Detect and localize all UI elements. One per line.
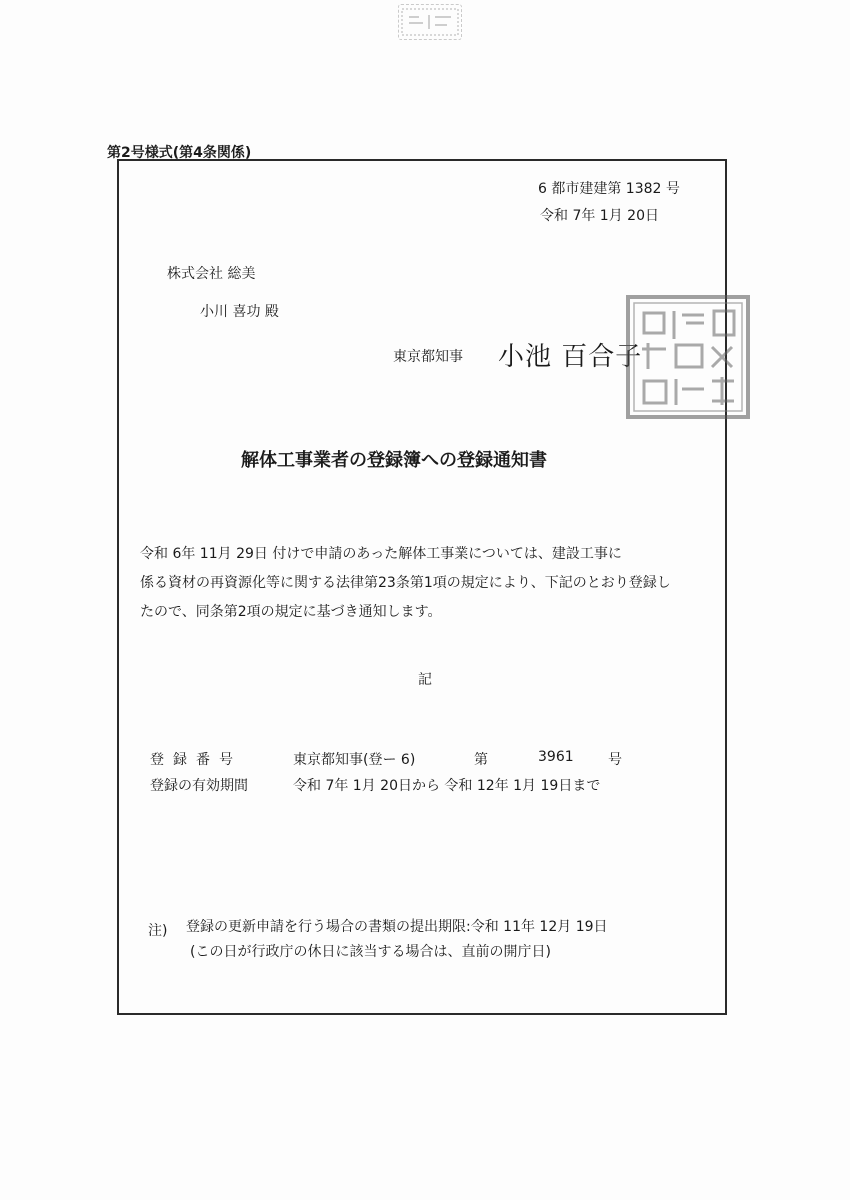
note-mark: 注) [148, 923, 168, 939]
validity-label: 登録の有効期間 [150, 778, 248, 794]
note-line-1: 登録の更新申請を行う場合の書類の提出期限:令和 11年 12月 19日 [186, 919, 608, 935]
registration-authority: 東京都知事(登ー 6) [293, 752, 416, 768]
document-date: 令和 7年 1月 20日 [540, 208, 659, 224]
official-seal [624, 293, 752, 421]
registration-number: 3961 [538, 749, 574, 765]
body-line: 令和 6年 11月 29日 付けで申請のあった解体工事業については、建設工事に [140, 546, 622, 562]
sender-name: 小池 百合子 [498, 342, 643, 372]
receipt-stamp [398, 4, 462, 40]
body-text [140, 540, 710, 627]
receipt-stamp-icon [399, 5, 461, 39]
official-seal-icon [624, 293, 752, 421]
document-number: 6 都市建建第 1382 号 [538, 181, 680, 197]
recipient-name: 小川 喜功 殿 [200, 304, 279, 320]
document-title: 解体工事業者の登録簿への登録通知書 [241, 450, 547, 471]
form-label: 第2号様式(第4条関係) [107, 145, 252, 161]
recipient-company: 株式会社 総美 [167, 266, 256, 282]
body-line: 係る資材の再資源化等に関する法律第23条第1項の規定により、下記のとおり登録し [140, 575, 671, 591]
note-line-2: (この日が行政庁の休日に該当する場合は、直前の開庁日) [190, 944, 551, 960]
body-line: たので、同条第2項の規定に基づき通知します。 [140, 604, 442, 620]
sender-title: 東京都知事 [393, 349, 463, 365]
validity-value: 令和 7年 1月 20日から 令和 12年 1月 19日まで [293, 778, 601, 794]
registration-go: 号 [608, 752, 622, 768]
registration-dai: 第 [474, 752, 488, 768]
registration-number-label: 登録番号 [150, 752, 242, 768]
ki-heading: 記 [418, 672, 432, 688]
